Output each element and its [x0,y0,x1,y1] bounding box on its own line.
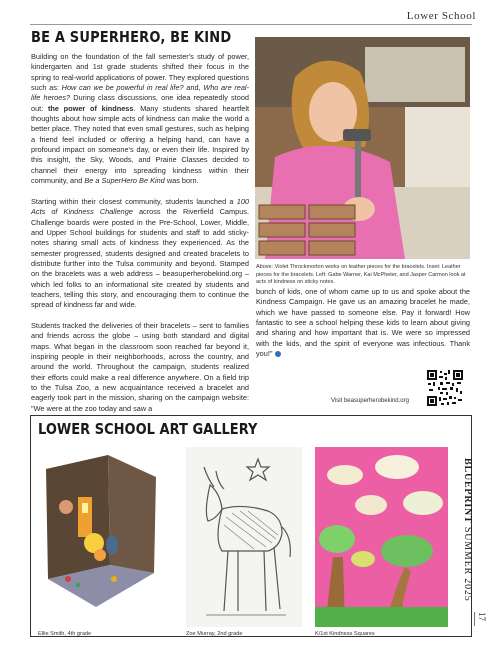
masthead-divider [474,612,475,626]
artwork-kindness-squares [315,447,448,627]
main-photo [255,37,470,259]
artwork-diorama [38,447,162,627]
article-right-column [256,287,470,359]
section-label: Lower School [406,10,476,22]
masthead-issue: SUMMER 2025 [462,526,473,602]
page-number: 17 [477,612,487,621]
artwork-caption-1: Ellie Smith, 4th grade [38,631,92,637]
vertical-masthead [462,458,473,618]
gallery-title: LOWER SCHOOL ART GALLERY [38,420,258,438]
article-left-column [31,52,249,414]
artwork-caption-3: K/1st Kindness Squares [315,631,375,637]
top-divider [30,24,472,25]
artwork-donkey-drawing [186,447,302,627]
paragraph-3: Students tracked the deliveries of their bracelets – sent to families and friends across the globe – using both standard and digital maps. What began in the classroom soon reached far beyond it, inspiring people in their neighborhoods, across the country, and around the world. Throughout the campaign, students realized their efforts could make a real difference anywhere. On a field trip to the Tulsa Zoo, a new acquaintance received a bracelet and eagerly took part in the mission, sharing on the campaign website: "We were at the zoo today and saw a [31,320,249,413]
visit-link-text[interactable]: Visit beasuperherobekind.org [331,398,409,404]
artwork-caption-2: Zoe Murray, 2nd grade [186,631,243,637]
qr-code-icon [427,370,463,406]
paragraph-2: Starting within their closest community, students launched a 100 Acts of Kindness Challenge across the Riverfield Campus. Challenge boards were posted in the Pre-School, Lower, Middle, and Upper School buildings for students and staff to add sticky-notes sharing small acts of kindness they experienced. As the semester progressed, students designed and created bracelets to distribute further into the Tulsa community and beyond. Stamped on the bracelets was a web address – beasuperherobekind.org – which led folks to an informational site created by students and teachers, telling this story, and encouraging them to continue the spread of kindness far and wide. [31,196,250,310]
masthead-brand: BLUEPRINT [462,458,473,524]
paragraph-4: bunch of kids, one of whom came up to us and spoke about the Kindness Campaign. He gave us an amazing bracelet he made, which we have passed to someone else. Pay it forward! How fantastic to see a school helping these kids to learn about giving and sharing and how important that is. We were so impressed with the kids, and the spirit of everyone was infectious. Thank you!" [256,287,470,359]
globe-icon [275,351,281,357]
paragraph-1: Building on the foundation of the fall semester's study of power, kindergarten and 1st grade students shifted their focus in the spring to real-world applications of power. They explored questions such as: How can we be powerful in real life? and, Who are real-life heroes? During class discussions, one idea repeatedly stood out: the power of kindness. Many students shared heartfelt thoughts about how simple acts of kindness can make the world a better place. They noted that even small gestures, such as helping a friend feel included or offering a helping hand, can have a profound impact on someone's day, or even their life. Inspired by this insight, the Sky, Woods, and Prairie Classes decided to channel their energy into spreading kindness within their community, and Be a SuperHero Be Kind was born. [31,52,250,186]
article-headline: BE A SUPERHERO, BE KIND [31,28,232,46]
photo-caption: Above: Violet Throckmorton works on leather pieces for the bracelets. Inset: Leather pieces for the bracelets. Left: Gabe Warner, Kai McPheter, and Jasper Carmon look at acts of kindness on sticky notes. [256,264,466,286]
